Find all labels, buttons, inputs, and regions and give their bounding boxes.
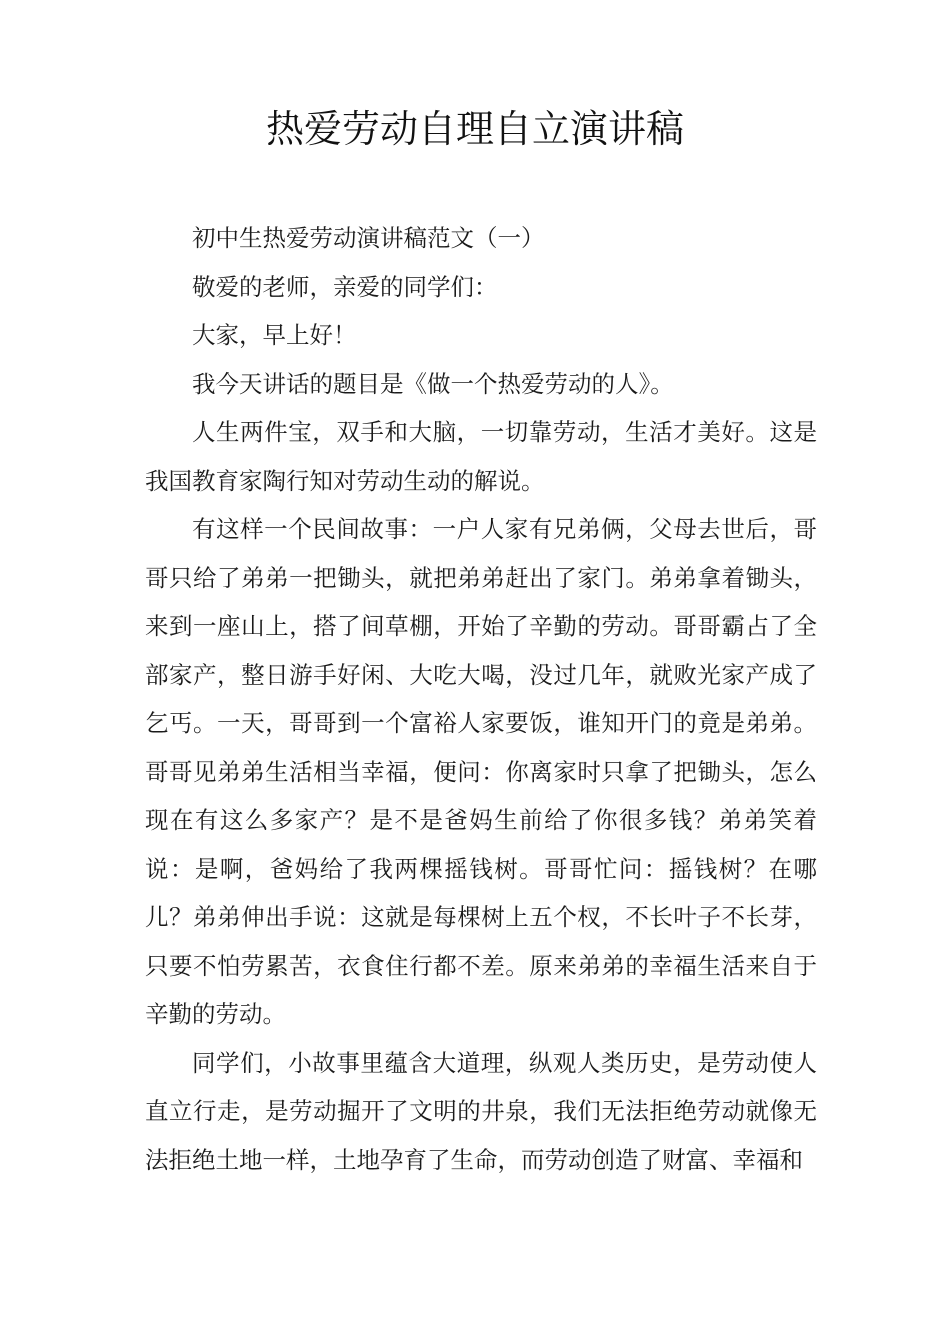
paragraph-topic: 我今天讲话的题目是《做一个热爱劳动的人》。 <box>192 369 674 398</box>
document-body <box>145 214 817 1184</box>
paragraph-heading: 初中生热爱劳动演讲稿范文（一） <box>192 224 545 252</box>
paragraph-story: 有这样一个民间故事：一户人家有兄弟俩，父母去世后，哥哥只给了弟弟一把锄头，就把弟弟赶出了家门。弟弟拿着锄头，来到一座山上，搭了间草棚，开始了辛勤的劳动。哥哥霸占了全部家产，整日游手好闲、大吃大喝，没过几年，就败光家产成了乞丐。一天，哥哥到一个富裕人家要饭，谁知开门的竟是弟弟。哥哥见弟弟生活相当幸福，便问：你离家时只拿了把锄头，怎么现在有这么多家产？是不是爸妈生前给了你很多钱？弟弟笑着说：是啊，爸妈给了我两棵摇钱树。哥哥忙问：摇钱树？在哪儿？弟弟伸出手说：这就是每棵树上五个杈，不长叶子不长芽，只要不怕劳累苦，衣食住行都不差。原来弟弟的幸福生活来自于辛勤的劳动。 <box>145 515 817 1028</box>
paragraph-greeting: 大家，早上好！ <box>192 321 357 349</box>
paragraph-salutation: 敬爱的老师，亲爱的同学们： <box>192 272 498 301</box>
paragraph-quote: 人生两件宝，双手和大脑，一切靠劳动，生活才美好。这是我国教育家陶行知对劳动生动的解说。 <box>145 418 817 495</box>
paragraph-conclusion: 同学们，小故事里蕴含大道理，纵观人类历史，是劳动使人直立行走，是劳动掘开了文明的井泉，我们无法拒绝劳动就像无法拒绝土地一样，土地孕育了生命，而劳动创造了财富、幸福和 <box>145 1048 817 1174</box>
document-title: 热爱劳动自理自立演讲稿 <box>265 107 684 151</box>
